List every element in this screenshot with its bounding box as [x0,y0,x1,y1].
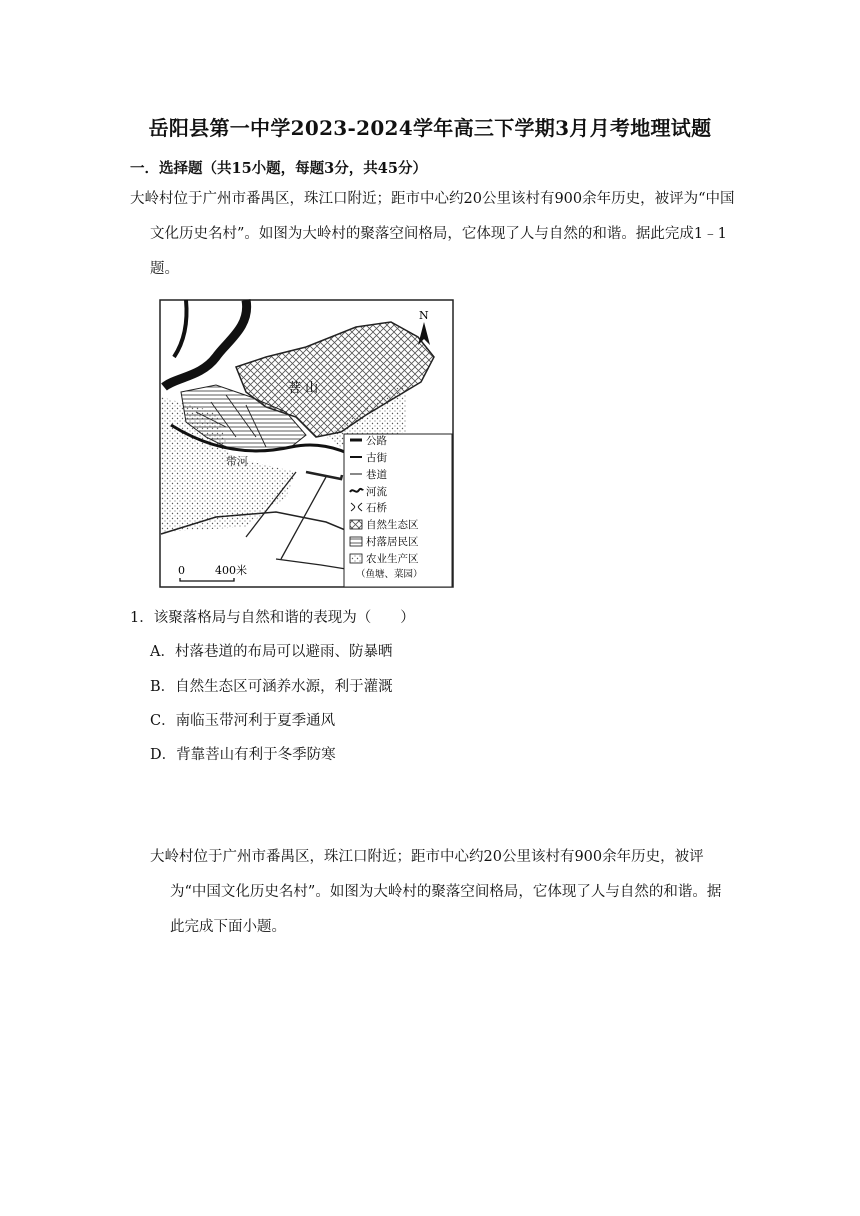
scale-zero: 0 [178,564,185,577]
scale-value: 400米 [215,564,247,577]
intro-paragraph-2: 大岭村位于广州市番禺区，珠江口附近；距市中心约20公里该村有900余年历史，被评为“中国文化历史名村”。如图为大岭村的聚落空间格局，它体现了人与自然的和谐。据此完成下面小题。 [150,849,722,935]
legend-river: 河流 [366,486,387,498]
intro-paragraph: 大岭村位于广州市番禺区，珠江口附近；距市中心约20公里该村有900余年历史，被评为“中国文化历史名村”。如图为大岭村的聚落空间格局，它体现了人与自然的和谐。据此完成1﹣1题。 [130,191,735,277]
village-layout-map [156,297,456,589]
section-heading: 一．选择题（共15小题，每题3分，共45分） [130,160,427,177]
river-label: 带河 [226,455,248,468]
north-label: N [419,309,429,322]
legend-agricultural: 农业生产区 [366,553,419,565]
page-title: 岳阳县第一中学2023-2024学年高三下学期3月月考地理试题 [148,116,712,140]
legend-lane: 巷道 [366,469,387,481]
legend-road: 公路 [366,435,387,447]
question-1-stem: 1．该聚落格局与自然和谐的表现为（ ） [130,610,415,626]
legend-residential: 村落居民区 [366,536,419,548]
option-d[interactable]: D．背靠菩山有利于冬季防寒 [150,747,336,763]
legend-agricultural-note: （鱼塘、菜园） [356,569,423,580]
mountain-label: 菩 山 [288,381,319,396]
option-c[interactable]: C．南临玉带河利于夏季通风 [150,713,336,729]
option-b[interactable]: B．自然生态区可涵养水源，利于灌溉 [150,679,393,695]
legend-old-street: 古街 [366,452,387,464]
option-a[interactable]: A．村落巷道的布局可以避雨、防暴晒 [150,644,393,660]
legend-natural-eco: 自然生态区 [366,519,419,531]
legend-stone-bridge: 石桥 [366,502,387,514]
